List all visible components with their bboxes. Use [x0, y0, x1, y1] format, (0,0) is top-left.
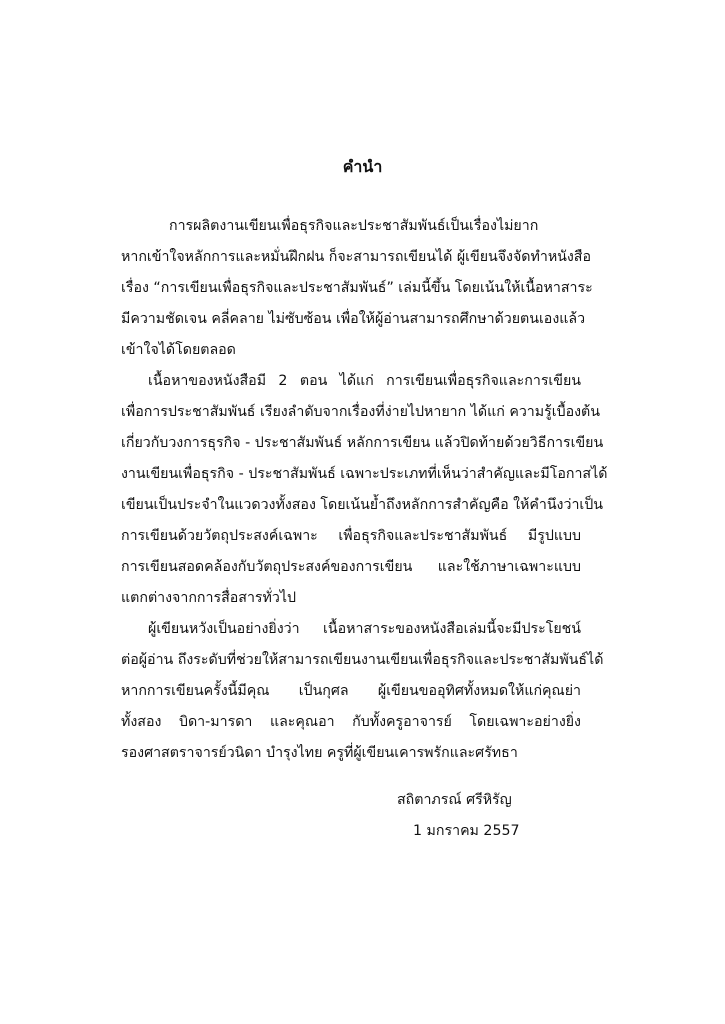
paragraph-2-line-7: การเขียนสอดคล้องกับวัตถุประสงค์ของการเขียน และใช้ภาษาเฉพาะแบบ — [121, 559, 581, 575]
author-name: สถิตาภรณ์ ศรีหิรัญ — [397, 792, 512, 808]
paragraph-1-line-1: การผลิตงานเขียนเพื่อธุรกิจและประชาสัมพันธ์เป็นเรื่องไม่ยาก — [169, 218, 539, 234]
paragraph-2-line-8: แตกต่างจากการสื่อสารทั่วไป — [121, 590, 296, 606]
paragraph-2-line-2: เพื่อการประชาสัมพันธ์ เรียงลำดับจากเรื่องที่ง่ายไปหายาก ได้แก่ ความรู้เบื้องต้น — [121, 404, 600, 420]
signature-date: 1 มกราคม 2557 — [413, 823, 520, 839]
paragraph-3-line-5: รองศาสตราจารย์วนิดา บำรุงไทย ครูที่ผู้เขียนเคารพรักและศรัทธา — [121, 745, 518, 761]
paragraph-2-line-4: งานเขียนเพื่อธุรกิจ - ประชาสัมพันธ์ เฉพาะประเภทที่เห็นว่าสำคัญและมีโอกาสได้ — [121, 466, 608, 482]
paragraph-1-line-2: หากเข้าใจหลักการและหมั่นฝึกฝน ก็จะสามารถเขียนได้ ผู้เขียนจึงจัดทำหนังสือ — [121, 249, 591, 265]
paragraph-2-line-5: เขียนเป็นประจำในแวดวงทั้งสอง โดยเน้นย้ำถึงหลักการสำคัญคือ ให้คำนึงว่าเป็น — [121, 497, 603, 513]
paragraph-3-line-1: ผู้เขียนหวังเป็นอย่างยิ่งว่า เนื้อหาสาระของหนังสือเล่มนี้จะมีประโยชน์ — [148, 621, 581, 637]
paragraph-1-line-4: มีความชัดเจน คลี่คลาย ไม่ซับซ้อน เพื่อให้ผู้อ่านสามารถศึกษาด้วยตนเองแล้ว — [121, 311, 586, 327]
paragraph-1-line-3: เรื่อง “การเขียนเพื่อธุรกิจและประชาสัมพันธ์” เล่มนี้ขึ้น โดยเน้นให้เนื้อหาสาระ — [121, 280, 593, 296]
paragraph-2-line-3: เกี่ยวกับวงการธุรกิจ - ประชาสัมพันธ์ หลักการเขียน แล้วปิดท้ายด้วยวิธีการเขียน — [121, 435, 604, 451]
paragraph-2-line-6: การเขียนด้วยวัตถุประสงค์เฉพาะ เพื่อธุรกิจและประชาสัมพันธ์ มีรูปแบบ — [121, 528, 581, 544]
paragraph-3-line-4: ทั้งสอง บิดา-มารดา และคุณอา กับทั้งครูอาจารย์ โดยเฉพาะอย่างยิ่ง — [121, 714, 581, 730]
page-title: คำนำ — [342, 157, 383, 176]
paragraph-2-line-1: เนื้อหาของหนังสือมี 2 ตอน ได้แก่ การเขียนเพื่อธุรกิจและการเขียน — [148, 373, 581, 389]
paragraph-1-line-5: เข้าใจได้โดยตลอด — [121, 342, 236, 358]
paragraph-3-line-3: หากการเขียนครั้งนี้มีคุณ เป็นกุศล ผู้เขียนขออุทิศทั้งหมดให้แก่คุณย่า — [121, 683, 581, 699]
paragraph-3-line-2: ต่อผู้อ่าน ถึงระดับที่ช่วยให้สามารถเขียนงานเขียนเพื่อธุรกิจและประชาสัมพันธ์ได้ — [121, 652, 604, 668]
